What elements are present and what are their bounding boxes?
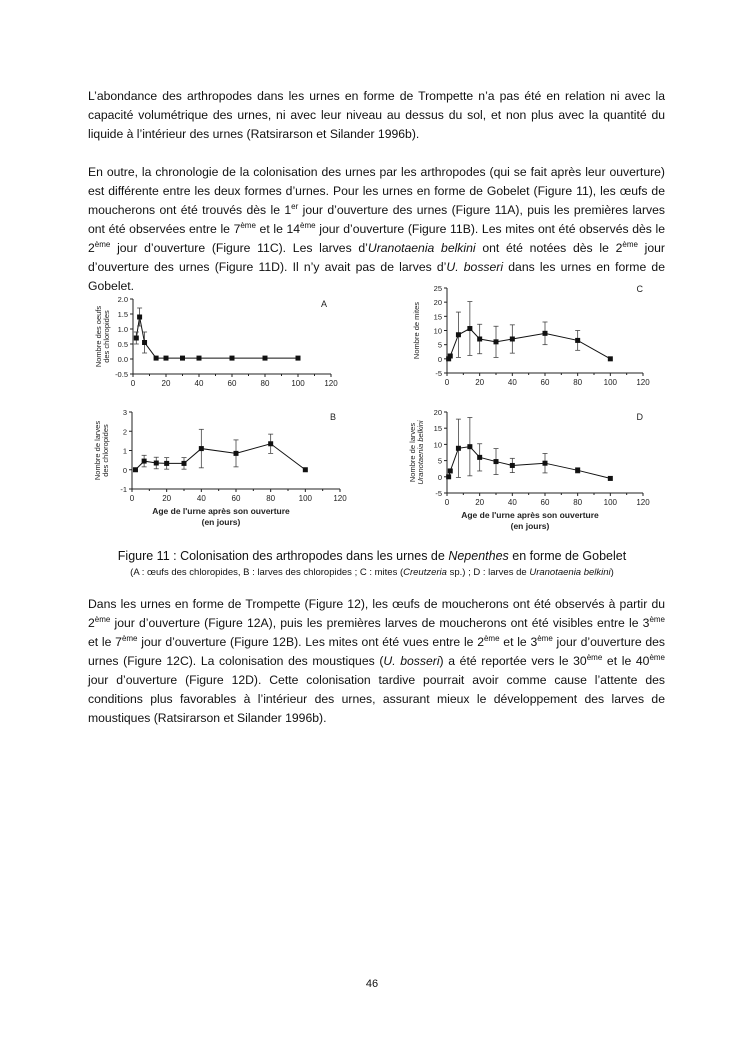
x-tick-label: 40 <box>196 494 206 503</box>
superscript: ème <box>586 653 603 662</box>
x-tick-label: 120 <box>324 379 338 388</box>
text-run: et le 3 <box>499 635 538 649</box>
chart-panel-B <box>93 408 347 527</box>
y-tick-label: 5 <box>437 456 442 466</box>
data-point <box>137 315 142 320</box>
x-tick-label: 120 <box>333 494 347 503</box>
data-point <box>180 356 185 361</box>
y-tick-label: 20 <box>433 298 442 308</box>
x-tick-label: 80 <box>260 379 270 388</box>
text-run: jour d’ouverture (Figure 11C). Les larves d’ <box>110 241 368 255</box>
x-tick-label: 40 <box>507 378 517 387</box>
y-tick-label: -5 <box>435 489 442 498</box>
data-point <box>543 331 548 336</box>
text-run: ) a été reportée vers le 30 <box>439 654 587 668</box>
y-tick-label: 2.0 <box>117 295 128 304</box>
x-tick-label: 20 <box>161 379 171 388</box>
x-tick-label: 20 <box>162 494 172 503</box>
italic-text: Uranotaenia belkini <box>367 241 476 255</box>
superscript: ème <box>649 615 665 624</box>
series-line <box>136 317 298 358</box>
y-axis-label: Nombre des oeufs <box>94 305 103 368</box>
data-point <box>456 332 461 337</box>
y-tick-label: 0 <box>122 465 127 475</box>
x-axis-label: Age de l'urne après son ouverture <box>461 510 599 520</box>
x-tick-label: 80 <box>266 494 276 503</box>
superscript: ème <box>537 634 553 643</box>
superscript: ème <box>94 240 111 249</box>
x-tick-label: 100 <box>603 378 618 387</box>
y-tick-label: 15 <box>433 424 442 434</box>
text-run: jour d’ouverture (Figure 12B). Les mites ont été vues entre le 2 <box>137 635 484 649</box>
text-run: et le 14 <box>255 222 301 236</box>
data-point <box>133 467 138 472</box>
x-tick-label: 120 <box>636 378 650 387</box>
x-tick-label: 80 <box>573 498 583 507</box>
text-run: en forme de Gobelet <box>508 549 627 563</box>
y-tick-label: 1.5 <box>117 310 128 319</box>
data-point <box>448 354 453 359</box>
text-run: jour d’ouverture des urnes (Figure 12C). La colonisation des moustiques ( <box>88 635 665 668</box>
data-point <box>494 339 499 344</box>
y-tick-label: -0.5 <box>115 370 128 379</box>
text-run: jour d’ouverture des urnes (Figure 11D). Il n’y avait pas de larves d’ <box>88 241 665 274</box>
data-point <box>154 461 159 466</box>
data-point <box>448 468 453 473</box>
x-tick-label: 0 <box>444 378 450 387</box>
y-tick-label: 0 <box>437 354 442 364</box>
y-tick-label: 0 <box>437 472 442 482</box>
text-run: jour d’ouverture (Figure 12A), puis les premières larves de moucherons ont été visibles entre le 3 <box>110 616 650 630</box>
data-point <box>142 459 147 464</box>
data-point <box>456 446 461 451</box>
data-point <box>134 336 139 341</box>
data-point <box>303 467 308 472</box>
x-tick-label: 20 <box>475 498 485 507</box>
text-run: (A : œufs des chloropides, B : larves des chloropides ; C : mites ( <box>130 567 404 578</box>
data-point <box>608 476 613 481</box>
superscript: ème <box>483 634 500 643</box>
data-point <box>296 356 301 361</box>
data-point <box>164 461 169 466</box>
panel-letter: A <box>320 299 327 309</box>
chart-panel-D <box>408 408 650 531</box>
x-tick-label: 40 <box>507 498 517 507</box>
italic-text: U. bosseri <box>446 260 504 274</box>
data-point <box>467 444 472 449</box>
y-tick-label: 3 <box>122 408 127 417</box>
paragraph-1 <box>88 87 665 144</box>
text-run: et le 7 <box>88 635 122 649</box>
text-run: sp.) ; D : larves de <box>446 567 530 578</box>
series-line <box>135 444 305 470</box>
data-point <box>494 459 499 464</box>
figure-caption-title <box>0 549 744 563</box>
superscript: er <box>291 202 299 211</box>
data-point <box>608 356 613 361</box>
y-tick-label: 10 <box>433 440 442 450</box>
data-point <box>575 468 580 473</box>
x-tick-label: 100 <box>291 379 305 388</box>
figure-caption-legend <box>0 567 744 578</box>
data-point <box>197 356 202 361</box>
superscript: ème <box>622 240 638 249</box>
text-run: Dans les urnes en forme de Trompette (Figure 12), les œufs de moucherons ont été observés à partir du 2 <box>88 597 665 630</box>
x-tick-label: 0 <box>129 494 135 503</box>
text-run: jour d’ouverture (Figure 12D). Cette colonisation tardive pourrait avoir comme cause l’attente des conditions plus favorables à l’intérieur des urnes, assurant mieux le développement des larves de moustiques (Ratsirarson et Silander 1996b). <box>88 673 665 725</box>
data-point <box>199 446 204 451</box>
y-tick-label: 0.0 <box>117 355 128 364</box>
italic-text: Uranotaenia belkini <box>529 567 611 578</box>
data-point <box>263 356 268 361</box>
y-tick-label: 25 <box>433 284 442 293</box>
text-run: ont été notées dès le 2 <box>475 241 623 255</box>
data-point <box>575 338 580 343</box>
data-point <box>182 461 187 466</box>
x-tick-label: 120 <box>636 498 650 507</box>
text-run: et le 40 <box>602 654 650 668</box>
data-point <box>477 337 482 342</box>
y-tick-label: 20 <box>433 408 442 417</box>
italic-text: U. bosseri <box>383 654 440 668</box>
data-point <box>164 356 169 361</box>
series-line <box>449 329 611 359</box>
series-line <box>449 447 611 479</box>
x-tick-label: 40 <box>194 379 204 388</box>
chart-panel-A <box>94 295 338 388</box>
panel-letter: C <box>636 284 643 294</box>
data-point <box>154 356 159 361</box>
data-point <box>477 455 482 460</box>
paragraph-3 <box>88 595 665 728</box>
y-axis-label: des chloropides <box>102 310 111 363</box>
x-tick-label: 60 <box>227 379 237 388</box>
figure-11 <box>80 280 720 545</box>
y-axis-label: Nombre de larves <box>93 420 102 481</box>
chart-panel-C <box>412 284 650 387</box>
italic-text: Creutzeria <box>403 567 447 578</box>
y-tick-label: 1 <box>122 446 127 456</box>
data-point <box>230 356 235 361</box>
superscript: ème <box>300 221 316 230</box>
text-run: L’abondance des arthropodes dans les urnes en forme de Trompette n’a pas été en relation ni avec la capacité volumétrique des urnes, ni avec leur niveau au dessus du sol, et non plus avec la quantité du liquide à l’intérieur des urnes (Ratsirarson et Silander 1996b). <box>88 89 665 141</box>
y-axis-label: des chloropides <box>101 424 110 477</box>
data-point <box>543 461 548 466</box>
data-point <box>142 340 147 345</box>
y-axis-label: Uranotaenia belkini <box>416 420 425 485</box>
y-axis-label: Nombre de mites <box>412 301 421 360</box>
superscript: ème <box>240 221 256 230</box>
x-axis-label: (en jours) <box>510 521 550 531</box>
x-axis-label: (en jours) <box>201 517 241 527</box>
y-tick-label: 0.5 <box>117 340 128 349</box>
y-axis-label: Nombre de larves <box>408 422 417 483</box>
panel-letter: D <box>636 412 643 422</box>
y-tick-label: 2 <box>122 427 127 437</box>
data-point <box>234 451 239 456</box>
page-number: 46 <box>365 978 379 990</box>
x-tick-label: 0 <box>130 379 136 388</box>
x-tick-label: 100 <box>298 494 313 503</box>
y-tick-label: -1 <box>120 485 127 494</box>
x-tick-label: 80 <box>573 378 583 387</box>
panel-letter: B <box>329 412 336 422</box>
data-point <box>446 474 451 479</box>
superscript: ème <box>94 615 111 624</box>
y-tick-label: -5 <box>435 369 442 378</box>
text-run: jour d’ouverture des urnes (Figure 11A), puis les premières larves ont été observées entre le 7 <box>88 203 665 236</box>
data-point <box>467 326 472 331</box>
y-tick-label: 10 <box>433 326 442 336</box>
x-tick-label: 0 <box>444 498 450 507</box>
text-run: ) <box>610 567 614 578</box>
paragraph-2 <box>88 163 665 296</box>
x-tick-label: 20 <box>475 378 485 387</box>
data-point <box>510 337 515 342</box>
data-point <box>268 441 273 446</box>
y-tick-label: 15 <box>433 312 442 322</box>
text-run: En outre, la chronologie de la colonisation des urnes par les arthropodes (qui se fait après leur ouverture) est différente entre les deux formes d’urnes. Pour les urnes en forme de Gobelet (Figure 11), les œufs de moucherons ont été trouvés dès le 1 <box>88 165 665 217</box>
text-run: Figure 11 : Colonisation des arthropodes dans les urnes de <box>117 549 449 563</box>
text-run: dans les urnes en forme de Gobelet. <box>88 260 665 293</box>
x-tick-label: 60 <box>540 378 550 387</box>
data-point <box>510 463 515 468</box>
superscript: ème <box>121 634 138 643</box>
italic-text: Nepenthes <box>448 549 509 563</box>
y-tick-label: 1.0 <box>117 325 128 334</box>
text-run: jour d’ouverture (Figure 11B). Les mites ont été observés dès le 2 <box>88 222 665 255</box>
x-tick-label: 60 <box>231 494 241 503</box>
y-tick-label: 5 <box>437 340 442 350</box>
x-axis-label: Age de l'urne après son ouverture <box>152 506 290 516</box>
x-tick-label: 100 <box>603 498 618 507</box>
x-tick-label: 60 <box>540 498 550 507</box>
superscript: ème <box>649 653 665 662</box>
